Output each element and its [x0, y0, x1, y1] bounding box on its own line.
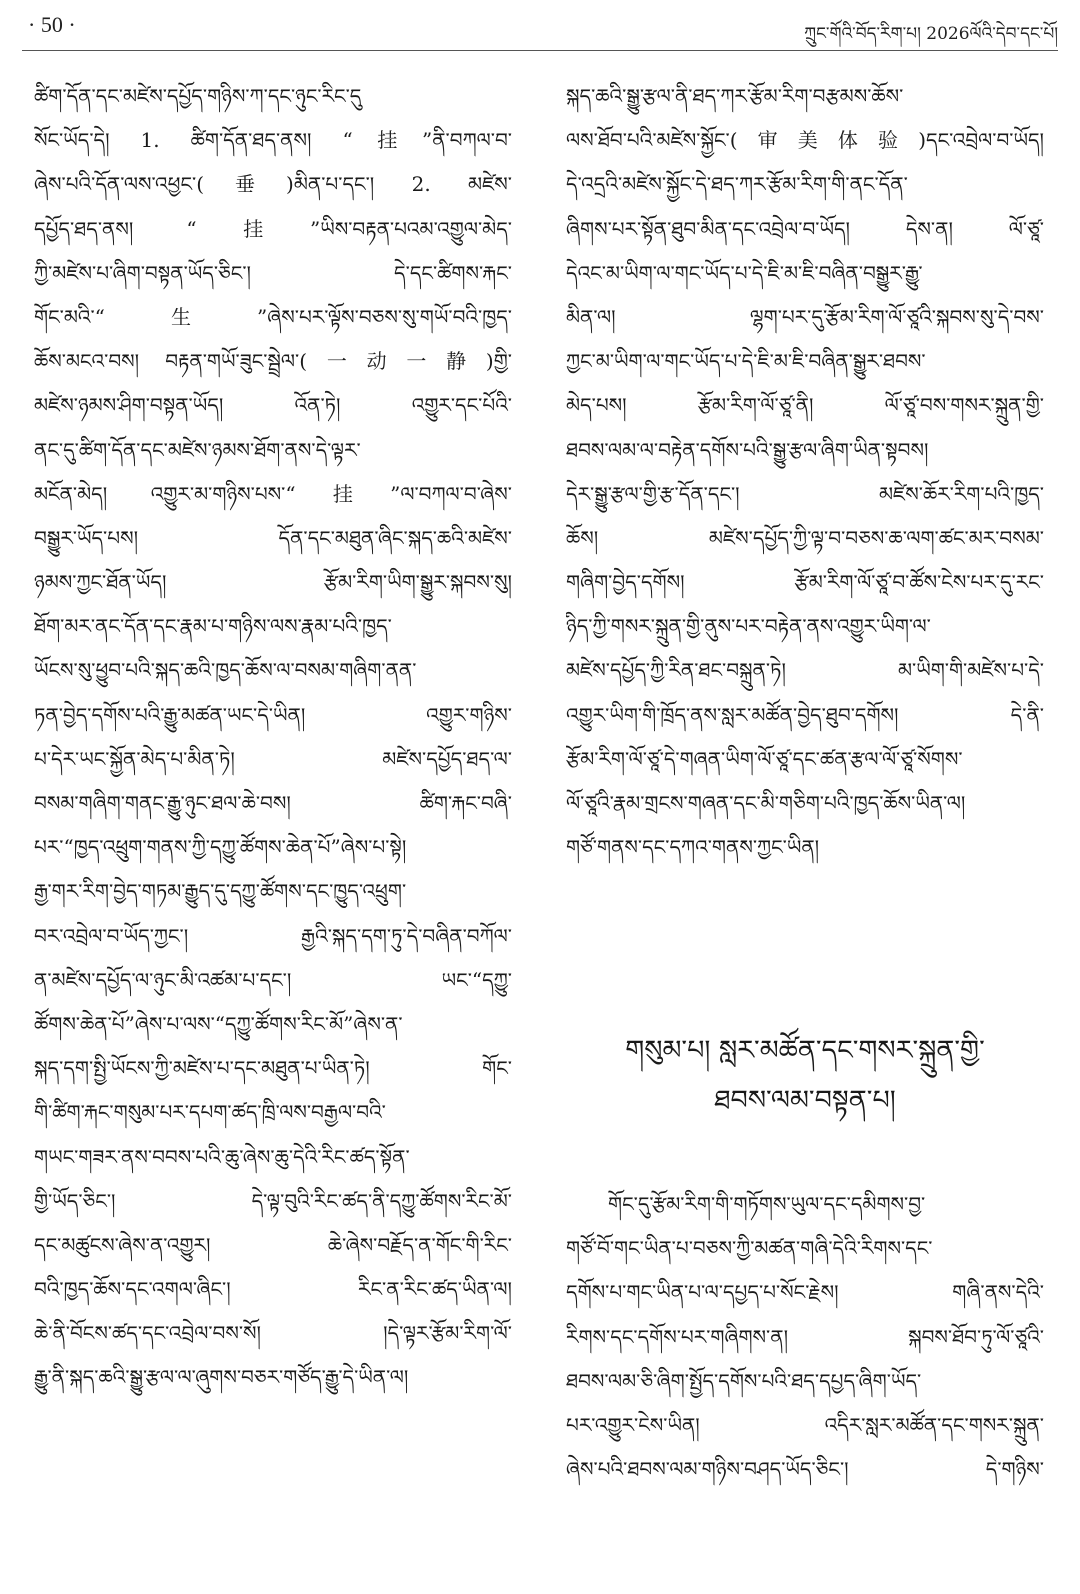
- text-line: ཞིགས་པར་སྟོན་ཐུབ་མིན་དང་འབྲེལ་བ་ཡོད། དེས་ན། ལོ་ཙཱ་: [566, 216, 1044, 241]
- text-line: རིགས་དང་དགོས་པར་གཞིགས་ན། སྐབས་ཐོབ་ཏུ་ལོ་ཙཱའི་: [566, 1324, 1044, 1349]
- text-line: དེ་འདྲའི་མཛེས་སྐྱོང་དེ་ཐད་ཀར་རྩོམ་རིག་གི་ནང་དོན་: [566, 172, 908, 197]
- right-text-column: [566, 74, 1044, 869]
- text-line: ཆོས་མངའ་བས། བརྟན་གཡོ་ཟུང་སྦྲེལ་(一动一静)གྱི་: [34, 349, 512, 374]
- journal-title: ཀྲུང་གོའི་བོད་རིག་པ། 2026ལོའི་དེབ་དང་པོ།: [804, 24, 1058, 44]
- text-line: གཞིག་བྱེད་དགོས། རྩོམ་རིག་ལོ་ཙཱ་བ་ཚོས་ངེས་པར་དུ་རང་: [566, 570, 1044, 595]
- text-line: དེར་སྒྱུ་རྩལ་གྱི་རྩ་དོན་དང་། མཛེས་ཆོར་རིག་པའི་ཁྱད་: [566, 481, 1044, 506]
- text-line: པར་འགྱུར་ངེས་ཡིན། འདིར་སླར་མཚོན་དང་གསར་སྐྲུན་: [566, 1412, 1044, 1437]
- text-line: མིན་ལ། ལྷག་པར་དུ་རྩོམ་རིག་ལོ་ཙཱའི་སྐབས་སུ་དེ་བས་: [566, 304, 1044, 329]
- text-line: བའི་ཁྱད་ཆོས་དང་འགལ་ཞིང་། རིང་ན་རིང་ཚད་ཡིན་ལ།: [34, 1277, 512, 1302]
- text-line: དེའང་མ་ཡིག་ལ་གང་ཡོད་པ་དེ་ཇི་མ་ཇི་བཞིན་བསྒྱུར་རྒྱུ་: [566, 260, 923, 285]
- text-line: བར་འབྲེལ་བ་ཡོད་ཀྱང་། རྒྱའི་སྐད་དག་ཏུ་དེ་བཞིན་བཀོལ་: [34, 923, 512, 948]
- text-line: བསྒྱུར་ཡོད་པས། དོན་དང་མཐུན་ཞིང་སྐད་ཆའི་མཛེས་: [34, 525, 512, 550]
- text-line: གི་ཚིག་རྐང་གསུམ་པར་དཔག་ཚད་ཁྲི་ལས་བརྒྱལ་བའི་: [34, 1100, 386, 1125]
- text-line: ན་མཛེས་དཔྱོད་ལ་ཉུང་མི་འཚམ་པ་དང་། ཡང་“དཀྱུ་: [34, 967, 512, 992]
- text-line: ཐབས་ལམ་ཅི་ཞིག་སྤྱོད་དགོས་པའི་ཐད་དཔྱད་ཞིག་ཡོད་: [566, 1368, 922, 1393]
- text-line: པར་“ཁྱད་འཕྲུག་གནས་ཀྱི་དཀྱུ་ཚོགས་ཆེན་པོ”ཞེས་པ་སྟེ།: [34, 835, 407, 860]
- text-line: ཞེས་པའི་ཐབས་ལམ་གཉིས་བཤད་ཡོད་ཅིང་། དེ་གཉིས་: [566, 1457, 1044, 1482]
- section-heading: [566, 1026, 1044, 1126]
- header-divider: [22, 50, 1058, 51]
- text-line: ཆོས། མཛེས་དཔྱོད་ཀྱི་ལྟ་བ་བཅས་ཆ་ལག་ཚང་མར་བསམ་: [566, 525, 1044, 550]
- text-line: བསམ་གཞིག་གནང་རྒྱུ་ཉུང་ཐལ་ཆེ་བས། ཚིག་རྐང་བཞི་: [34, 791, 512, 815]
- page-number: · 50 ·: [28, 12, 76, 37]
- section-heading-line: ཐབས་ལམ་བསྟན་པ།: [714, 1085, 896, 1116]
- text-line: དཔྱོད་ཐད་ནས། “挂”ཡིས་བརྟན་པའམ་འགྱུལ་མེད་: [34, 216, 512, 241]
- text-line: དང་མཚུངས་ཞེས་ན་འགྱུར། ཆེ་ཞེས་བརྗོད་ན་གོང་གི་རིང་: [34, 1232, 512, 1257]
- text-line: ཚིག་དོན་དང་མཛེས་དཔྱོད་གཉིས་ཀ་དང་ཉུང་རིང་དུ: [34, 84, 362, 108]
- text-line: མེད་པས། རྩོམ་རིག་ལོ་ཙཱ་ནི། ལོ་ཙཱ་བས་གསར་སྐྲུན་གྱི་: [566, 393, 1044, 418]
- text-line: རྒྱུ་ནི་སྐད་ཆའི་སྒྱུ་རྩལ་ལ་ཞུགས་བཅར་གཙོད་རྒྱུ་དེ་ཡིན་ལ།: [34, 1365, 409, 1390]
- text-line: ཉིད་ཀྱི་གསར་སྐྲུན་གྱི་ནུས་པར་བརྟེན་ནས་འགྱུར་ཡིག་ལ་: [566, 614, 931, 639]
- text-line: ཞེས་པའི་དོན་ལས་འཕྱང་(垂)མིན་པ་དང་། 2. མཛེས་: [34, 172, 512, 197]
- text-line: གཙོ་བོ་གང་ཡིན་པ་བཅས་ཀྱི་མཚན་གཞི་དེའི་རིགས་དང་: [566, 1236, 933, 1261]
- text-line: ནང་དུ་ཚིག་དོན་དང་མཛེས་ཉམས་ཐོག་ནས་དེ་ལྟར་: [34, 437, 361, 462]
- text-line: མཛེས་དཔྱོད་ཀྱི་རིན་ཐང་བསྐྲུན་ཏེ། མ་ཡིག་གི་མཛེས་པ་དེ་: [566, 658, 1044, 683]
- text-line: གཙོ་གནས་དང་དཀའ་གནས་ཀྱང་ཡིན།: [566, 835, 820, 860]
- text-line: གོང་མའི་“生”ཞེས་པར་ལྟོས་བཅས་སུ་གཡོ་བའི་ཁྱད་: [34, 304, 512, 329]
- text-line: ལོ་ཙཱའི་རྣམ་གྲངས་གཞན་དང་མི་གཅིག་པའི་ཁྱད་ཆོས་ཡིན་ལ།: [566, 791, 966, 815]
- right-text-column-continued: [566, 1182, 1044, 1491]
- text-line: དགོས་པ་གང་ཡིན་པ་ལ་དཔྱད་པ་སོང་རྗེས། གཞི་ནས་དེའི་: [566, 1280, 1044, 1305]
- text-line: པ་དེར་ཡང་སྐྱོན་མེད་པ་མིན་ཏེ། མཛེས་དཔྱོད་ཐད་ལ་: [34, 746, 512, 771]
- text-line: ཏན་བྱེད་དགོས་པའི་རྒྱུ་མཚན་ཡང་དེ་ཡིན། འགྱུར་གཉིས་: [34, 702, 512, 727]
- text-line: ཀྱི་མཛེས་པ་ཞིག་བསྟན་ཡོད་ཅིང་། དེ་དང་ཚིགས་རྐང་: [34, 260, 512, 285]
- text-line: གྱི་ཡོད་ཅིང་། དེ་ལྟ་བུའི་རིང་ཚད་ནི་དཀྱུ་ཚོགས་རིང་མོ་: [34, 1188, 512, 1213]
- text-line: ཚོགས་ཆེན་པོ”ཞེས་པ་ལས་“དཀྱུ་ཚོགས་རིང་མོ”ཞེས་ན་: [34, 1011, 403, 1036]
- text-line: ཐབས་ལམ་ལ་བརྟེན་དགོས་པའི་སྒྱུ་རྩལ་ཞིག་ཡིན་སྟབས།: [566, 437, 929, 462]
- text-line: ཐོག་མར་ནང་དོན་དང་རྣམ་པ་གཉིས་ལས་རྣམ་པའི་ཁྱད་: [34, 614, 392, 639]
- text-line: སྐད་ཆའི་སྒྱུ་རྩལ་ནི་ཐད་ཀར་རྩོམ་རིག་བརྩམས་ཆོས་: [566, 84, 904, 108]
- left-text-column: [34, 74, 512, 1400]
- text-line: ལས་ཐོབ་པའི་མཛེས་སྐྱོང་(审美体验)དང་འབྲེལ་བ་ཡོད།: [566, 128, 1044, 153]
- text-line: འགྱུར་ཡིག་གི་ཁྲོད་ནས་སླར་མཚོན་བྱེད་ཐུབ་དགོས། དེ་ནི་: [566, 702, 1044, 727]
- text-line: རྒྱ་གར་རིག་བྱེད་གཏམ་རྒྱུད་དུ་དཀྱུ་ཚོགས་དང་ཁྱུད་འཕྲུག་: [34, 879, 407, 904]
- text-line: མངོན་མེད། འགྱུར་མ་གཉིས་པས་“挂”ལ་བཀལ་བ་ཞེས་: [34, 481, 512, 506]
- text-line: གོང་དུ་རྩོམ་རིག་གི་གཏོགས་ཡུལ་དང་དམིགས་བྱ་: [608, 1192, 926, 1216]
- text-line: སྐད་དག་སྤྱི་ཡོངས་ཀྱི་མཛེས་པ་དང་མཐུན་པ་ཡིན་ཏེ། གོང་: [34, 1056, 512, 1081]
- text-line: རྩོམ་རིག་ལོ་ཙཱ་དེ་གཞན་ཡིག་ལོ་ཙཱ་དང་ཚན་རྩལ་ལོ་ཙཱ་སོགས་: [566, 746, 963, 771]
- text-line: ཀྱང་མ་ཡིག་ལ་གང་ཡོད་པ་དེ་ཇི་མ་ཇི་བཞིན་སྒྱུར་ཐབས་: [566, 349, 926, 374]
- page-header: [0, 0, 1080, 52]
- section-heading-line: གསུམ་པ། སླར་མཚོན་དང་གསར་སྐྲུན་གྱི་: [625, 1035, 985, 1066]
- text-line: ཆེ་ནི་བོངས་ཚད་དང་འབྲེལ་བས་སོ། །དེ་ལྟར་རྩོམ་རིག་ལོ་: [34, 1321, 512, 1346]
- text-line: སོང་ཡོད་དེ། 1. ཚིག་དོན་ཐད་ནས། “挂”ནི་བཀལ་བ་: [34, 128, 512, 153]
- text-line: མཛེས་ཉམས་ཤིག་བསྟན་ཡོད། འོན་ཏེ། འགྱུར་དང་པོའི་: [34, 393, 512, 418]
- text-line: ཉམས་ཀྱང་ཐོན་ཡོད། རྩོམ་རིག་ཡིག་སྒྱུར་སྐབས་སུ།: [34, 570, 512, 595]
- text-line: ཡོངས་སུ་ཕྱུབ་པའི་སྐད་ཆའི་ཁྱད་ཆོས་ལ་བསམ་གཞིག་ནན་: [34, 658, 417, 683]
- text-line: གཡང་གཟར་ནས་བབས་པའི་ཆུ་ཞེས་ཆུ་དེའི་རིང་ཚད་སྟོན་: [34, 1144, 410, 1169]
